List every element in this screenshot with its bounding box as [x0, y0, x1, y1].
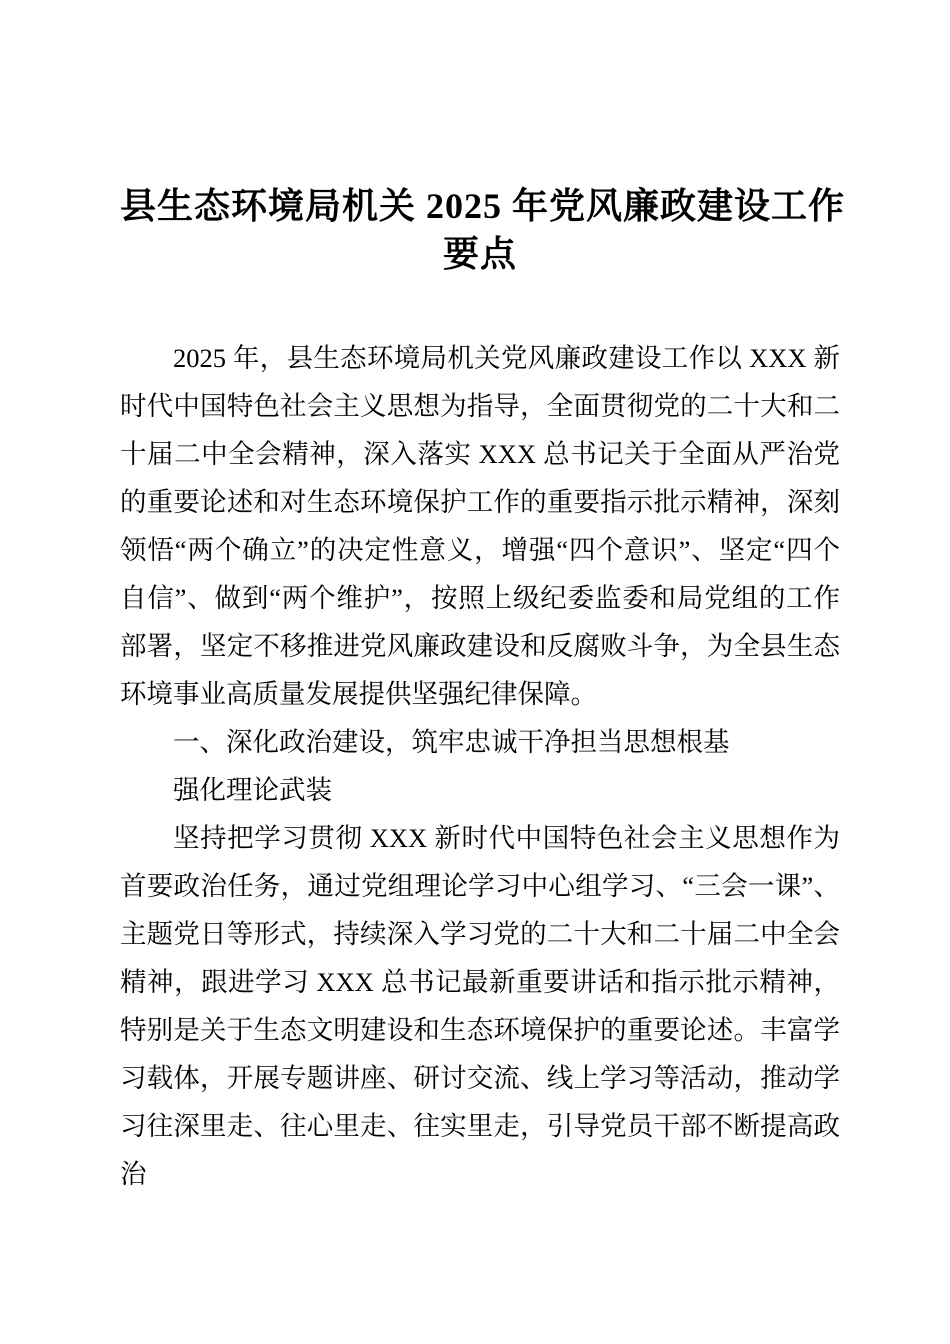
section-1-paragraph: 坚持把学习贯彻 XXX 新时代中国特色社会主义思想作为首要政治任务，通过党组理论学习中心组学习、“三会一课”、主题党日等形式，持续深入学习党的二十大和二十届二中全会精神，跟进学习 XXX 总书记最新重要讲话和指示批示精神，特别是关于生态文明建设和生态环境保护的重要论述。丰富学习载体，开展专题讲座、研讨交流、线上学习等活动，推动学习往深里走、往心里走、往实里走，引导党员干部不断提高政治: [120, 823, 840, 1189]
section-1-heading: 一、深化政治建设，筑牢忠诚干净担当思想根基: [173, 727, 730, 757]
section-1-subheading: 强化理论武装: [173, 775, 332, 805]
document-title-line-1: 县生态环境局机关 2025 年党风廉政建设工作: [120, 186, 846, 226]
document-body: [120, 334, 840, 1198]
document-title: [120, 182, 846, 278]
intro-paragraph: 2025 年，县生态环境局机关党风廉政建设工作以 XXX 新时代中国特色社会主义思想为指导，全面贯彻党的二十大和二十届二中全会精神，深入落实 XXX 总书记关于全面从严治党的重要论述和对生态环境保护工作的重要指示批示精神，深刻领悟“两个确立”的决定性意义，增强“四个意识”、坚定“四个自信”、做到“两个维护”，按照上级纪委监委和局党组的工作部署，坚定不移推进党风廉政建设和反腐败斗争，为全县生态环境事业高质量发展提供坚强纪律保障。: [120, 343, 840, 709]
document-content: [120, 182, 846, 1198]
document-title-line-2: 要点: [442, 234, 517, 274]
